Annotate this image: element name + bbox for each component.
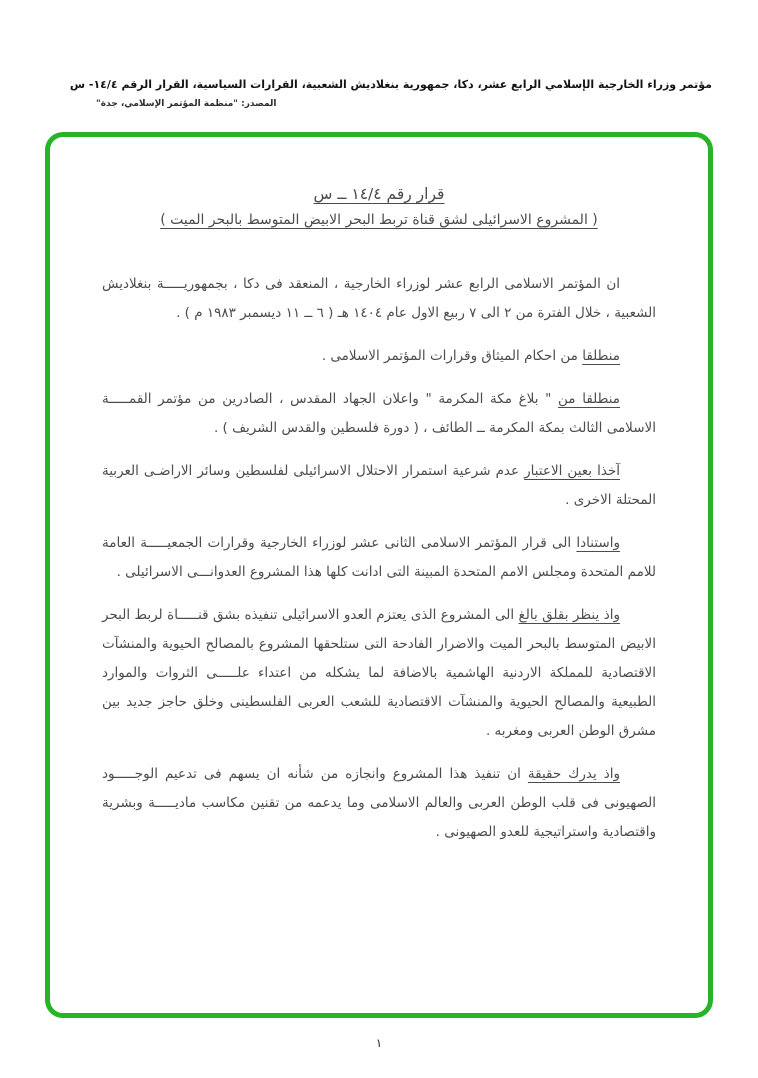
scanned-document-frame [45, 132, 713, 1018]
paragraph-text: ان تنفيذ هذا المشروع وانجازه من شأنه ان يسهم فى تدعيم الوجـــــود الصهيونى فى قلب الوطن العربى والعالم الاسلامى وما يدعمه من تقنين مكاسب ماديـــــة وبشرية واقتصادية واستراتيجية للعدو الصهيونى . [102, 766, 656, 840]
paragraph [102, 529, 656, 587]
paragraph [102, 342, 656, 371]
resolution-subtitle: ( المشروع الاسرائيلى لشق قناة تربط البحر الابيض المتوسط بالبحر الميت ) [160, 212, 598, 228]
source-value: "منظمة المؤتمر الإسلامي، جدة" [96, 99, 239, 109]
resolution-body [102, 270, 656, 847]
paragraph [102, 760, 656, 847]
paragraph [102, 385, 656, 443]
paragraph-text: الى المشروع الذى يعتزم العدو الاسرائيلى تنفيذه بشق قنـــــاة لربط البحر الابيض المتوسط بالبحر الميت والاضرار الفادحة التى ستلحقها المشروع بالمصالح الحيوية والمنشآت الاقتصادية للمملكة الاردنية الهاشمية بالاضافة لما يشكله من اعتداء علـــــى الثروات والموارد الطبيعية والمصالح الحيوية والمنشآت الاقتصادية للشعب العربى الفلسطينى وخلق حاجز جديد بين مشرق الوطن العربى ومغربه . [102, 607, 656, 739]
paragraph-lead: واستنادا [576, 535, 620, 551]
paragraph-text: " بلاغ مكة المكرمة " واعلان الجهاد المقدس ، الصادرين من مؤتمر القمـــــة الاسلامى الثالث بمكة المكرمة ــ الطائف ، ( دورة فلسطين والقدس الشريف ) . [102, 391, 656, 436]
paragraph [102, 457, 656, 515]
header-source [96, 99, 277, 109]
paragraph-lead: منطلقا من [558, 391, 620, 407]
paragraph [102, 270, 656, 328]
paragraph-text: من احكام الميثاق وقرارات المؤتمر الاسلامى . [321, 348, 583, 364]
source-label: المصدر: [241, 99, 277, 109]
paragraph-lead: آخذا بعين الاعتبار [524, 463, 621, 479]
paragraph-lead: واذ ينظر بقلق بالغ [518, 607, 620, 623]
paragraph-text: الى قرار المؤتمر الاسلامى الثانى عشر لوزراء الخارجية وقرارات الجمعيـــــة العامة للامم المتحدة ومجلس الامم المتحدة المبينة التى ادانت كلها هذا المشروع العدوانـــى الاسرائيلى . [102, 535, 656, 580]
paragraph-lead: واذ يدرك حقيقة [527, 766, 621, 782]
paragraph-lead: منطلقا [582, 348, 620, 364]
header-title: مؤتمر وزراء الخارجية الإسلامي الرابع عشر، دكا، جمهورية بنغلاديش الشعبية، القرارات السياسية، القرار الرقم ١٤/٤- س [69, 78, 712, 91]
page-number: ١ [375, 1036, 383, 1050]
paragraph [102, 601, 656, 746]
resolution-title: قرار رقم ١٤/٤ ــ س [313, 185, 445, 203]
paragraph-text: ان المؤتمر الاسلامى الرابع عشر لوزراء الخارجية ، المنعقد فى دكا ، بجمهوريـــــة بنغلاديش الشعبية ، خلال الفترة من ٢ الى ٧ ربيع الاول عام ١٤٠٤ هـ ( ٦ ــ ١١ ديسمبر ١٩٨٣ م ) . [102, 276, 656, 321]
paragraph-text: عدم شرعية استمرار الاحتلال الاسرائيلى لفلسطين وسائر الاراضـى العربية المحتلة الاخرى . [102, 463, 656, 508]
